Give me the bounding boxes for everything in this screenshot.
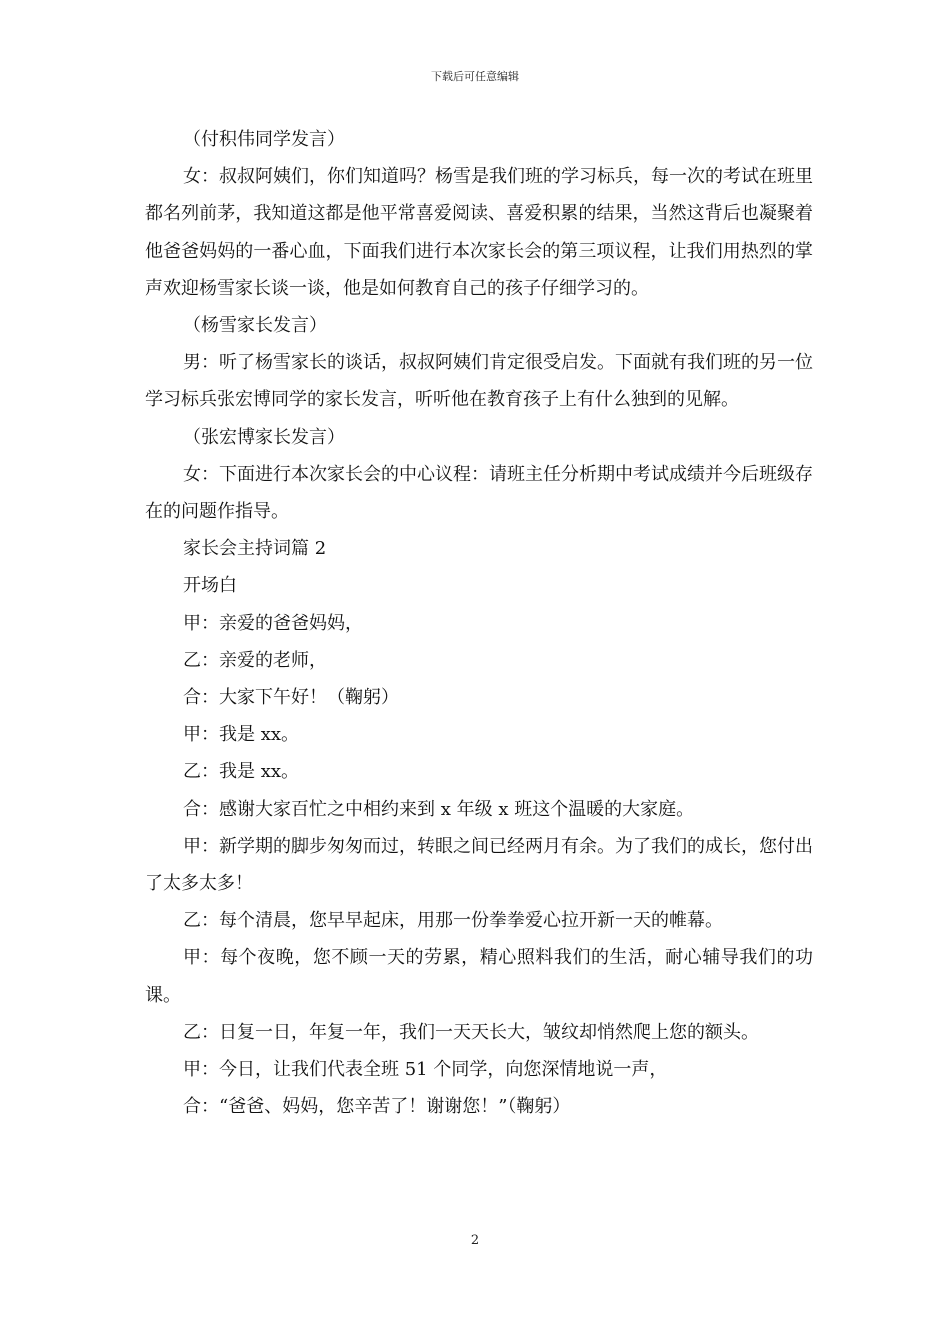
paragraph: 甲：新学期的脚步匆匆而过，转眼之间已经两月有余。为了我们的成长，您付出了太多太多！	[145, 835, 813, 895]
paragraph: 乙：亲爱的老师，	[183, 649, 327, 671]
paragraph: 女：叔叔阿姨们，你们知道吗？杨雪是我们班的学习标兵，每一次的考试在班里都名列前茅，我知道这都是他平常喜爱阅读、喜爱积累的结果，当然这背后也凝聚着他爸爸妈妈的一番心血，下面我们进行本次家长会的第三项议程，让我们用热烈的掌声欢迎杨雪家长谈一谈，他是如何教育自己的孩子仔细学习的。	[145, 166, 813, 299]
paragraph: 甲：亲爱的爸爸妈妈，	[183, 612, 363, 634]
paragraph: （杨雪家长发言）	[183, 315, 327, 337]
paragraph: 乙：日复一日，年复一年，我们一天天长大，皱纹却悄然爬上您的额头。	[183, 1021, 759, 1043]
paragraph: 甲：每个夜晚，您不顾一天的劳累，精心照料我们的生活，耐心辅导我们的功课。	[145, 947, 813, 1006]
paragraph: （付积伟同学发言）	[183, 129, 345, 150]
paragraph: 乙：每个清晨，您早早起床，用那一份拳拳爱心拉开新一天的帷幕。	[183, 910, 723, 932]
paragraph: 男：听了杨雪家长的谈话，叔叔阿姨们肯定很受启发。下面就有我们班的另一位学习标兵张宏博同学的家长发言，听听他在教育孩子上有什么独到的见解。	[145, 352, 813, 411]
document-body	[145, 121, 813, 1125]
paragraph: 女：下面进行本次家长会的中心议程：请班主任分析期中考试成绩并今后班级存在的问题作指导。	[145, 463, 813, 523]
paragraph: （张宏博家长发言）	[183, 426, 345, 448]
paragraph: 乙：我是 xx。	[183, 761, 300, 783]
paragraph: 开场白	[183, 575, 237, 597]
paragraph: 甲：今日，让我们代表全班 51 个同学，向您深情地说一声，	[183, 1059, 668, 1081]
paragraph: 合：“爸爸、妈妈，您辛苦了！谢谢您！”（鞠躬）	[183, 1096, 571, 1118]
page-number: 2	[470, 1233, 480, 1248]
section-title: 家长会主持词篇 2	[183, 538, 327, 560]
page-header-note: 下载后可任意编辑	[431, 70, 519, 83]
paragraph: 合：大家下午好！（鞠躬）	[183, 687, 399, 709]
paragraph: 甲：我是 xx。	[183, 724, 300, 746]
paragraph: 合：感谢大家百忙之中相约来到 x 年级 x 班这个温暖的大家庭。	[183, 798, 695, 820]
